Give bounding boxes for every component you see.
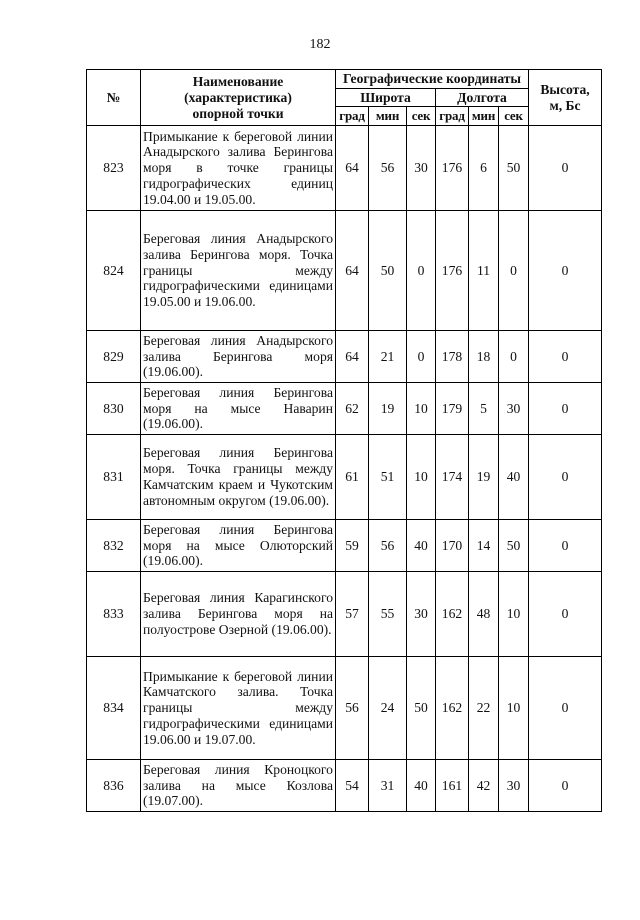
lat-min-cell: 56: [369, 126, 407, 211]
height-cell: 0: [529, 520, 602, 572]
lat-min-cell: 24: [369, 657, 407, 760]
point-description-line: линии Камчатского залива.: [143, 668, 333, 700]
point-description-line: (19.06.00).: [143, 416, 204, 432]
point-description-line: границы между: [143, 262, 333, 278]
point-description-line: Береговая линия Берингова: [143, 384, 333, 400]
point-description-line: единиц 19.04.00 и 19.05.00.: [143, 175, 333, 207]
point-description-line: Козлова (19.07.00).: [143, 777, 333, 809]
point-description-line: Камчатским краем и: [143, 477, 266, 492]
header-height-line: м, Бс: [549, 97, 581, 113]
table-row: [87, 657, 602, 760]
lon-deg-cell: 179: [436, 383, 469, 435]
point-description-line: Береговая линия Берингова: [143, 445, 333, 461]
lon-deg-cell: 176: [436, 126, 469, 211]
table-row: [87, 760, 602, 812]
lat-sec-cell: 10: [407, 383, 436, 435]
table-row: [87, 211, 602, 331]
lat-deg-cell: 54: [336, 760, 369, 812]
row-number: 832: [87, 520, 141, 572]
lat-deg-cell: 57: [336, 572, 369, 657]
lon-sec-cell: 10: [499, 657, 529, 760]
lon-sec-cell: 30: [499, 383, 529, 435]
table-header: [87, 70, 602, 126]
point-description-line: Анадырского залива: [143, 332, 333, 364]
point-description-line: (19.06.00).: [271, 621, 332, 637]
lon-min-cell: 48: [469, 572, 499, 657]
lat-deg-cell: 59: [336, 520, 369, 572]
header-height: [529, 70, 602, 126]
table-row: [87, 520, 602, 572]
header-geo-coords: Географические координаты: [336, 70, 529, 89]
row-number: 834: [87, 657, 141, 760]
lon-sec-cell: 40: [499, 435, 529, 520]
point-description-line: единицами 19.06.00 и: [143, 715, 333, 747]
header-lon-deg: град: [436, 107, 469, 126]
point-description-line: Береговая линия Берингова: [143, 521, 333, 537]
lat-deg-cell: 56: [336, 657, 369, 760]
point-description-line: моря. Точка границы между: [143, 461, 333, 477]
lon-deg-cell: 162: [436, 572, 469, 657]
height-cell: 0: [529, 657, 602, 760]
lon-deg-cell: 162: [436, 657, 469, 760]
point-description-line: Кроноцкого залива на мысе: [143, 761, 333, 793]
point-description-line: полуострове Озерной: [143, 621, 269, 637]
height-cell: 0: [529, 760, 602, 812]
point-description: [141, 435, 336, 520]
lat-deg-cell: 64: [336, 126, 369, 211]
point-description-line: Берингова моря в точке: [143, 144, 333, 176]
point-description-line: Берингова моря. Точка: [190, 246, 333, 262]
point-description-line: гидрографическими: [143, 278, 260, 294]
header-lon-sec: сек: [499, 107, 529, 126]
lat-min-cell: 19: [369, 383, 407, 435]
lat-min-cell: 56: [369, 520, 407, 572]
lon-min-cell: 5: [469, 383, 499, 435]
point-description-line: (19.06.00).: [143, 553, 204, 569]
point-description-line: Береговая линия: [143, 332, 246, 348]
lon-sec-cell: 30: [499, 760, 529, 812]
header-height-line: Высота,: [540, 81, 590, 97]
point-description-line: Берингова моря (19.06.00).: [143, 348, 333, 380]
header-lat-deg: град: [336, 107, 369, 126]
table-row: [87, 435, 602, 520]
height-cell: 0: [529, 126, 602, 211]
header-name: [141, 70, 336, 126]
lat-deg-cell: 62: [336, 383, 369, 435]
lon-deg-cell: 170: [436, 520, 469, 572]
header-name-line: опорной точки: [192, 105, 284, 121]
lat-sec-cell: 50: [407, 657, 436, 760]
point-description: [141, 657, 336, 760]
point-description: [141, 331, 336, 383]
point-description-line: линии Анадырского залива: [143, 128, 333, 160]
table-body: [87, 126, 602, 812]
point-description-line: Примыкание к береговой: [143, 128, 293, 144]
lat-sec-cell: 40: [407, 760, 436, 812]
lat-sec-cell: 0: [407, 331, 436, 383]
point-description: [141, 126, 336, 211]
point-description-line: Берингова моря на: [197, 606, 333, 622]
row-number: 831: [87, 435, 141, 520]
lat-sec-cell: 10: [407, 435, 436, 520]
lon-sec-cell: 0: [499, 211, 529, 331]
lon-sec-cell: 0: [499, 331, 529, 383]
lon-min-cell: 18: [469, 331, 499, 383]
height-cell: 0: [529, 331, 602, 383]
height-cell: 0: [529, 435, 602, 520]
point-description-line: Чукотским автономным: [143, 477, 333, 508]
lon-min-cell: 42: [469, 760, 499, 812]
point-description-line: Береговая линия: [143, 590, 245, 606]
lat-deg-cell: 64: [336, 331, 369, 383]
page-number: 182: [309, 37, 331, 52]
lon-deg-cell: 174: [436, 435, 469, 520]
lat-sec-cell: 0: [407, 211, 436, 331]
lon-min-cell: 6: [469, 126, 499, 211]
lat-min-cell: 31: [369, 760, 407, 812]
table-row: [87, 331, 602, 383]
point-description-line: 19.06.00.: [204, 294, 256, 310]
point-description-line: 19.07.00.: [204, 731, 256, 747]
lon-deg-cell: 178: [436, 331, 469, 383]
row-number: 830: [87, 383, 141, 435]
lon-min-cell: 11: [469, 211, 499, 331]
row-number: 823: [87, 126, 141, 211]
lon-deg-cell: 176: [436, 211, 469, 331]
height-cell: 0: [529, 383, 602, 435]
table-row: [87, 572, 602, 657]
header-longitude: Долгота: [436, 89, 529, 107]
height-cell: 0: [529, 572, 602, 657]
height-cell: 0: [529, 211, 602, 331]
header-lat-min: мин: [369, 107, 407, 126]
header-lon-min: мин: [469, 107, 499, 126]
lon-sec-cell: 50: [499, 520, 529, 572]
point-description-line: границы гидрографических: [143, 160, 333, 191]
row-number: 836: [87, 760, 141, 812]
lon-min-cell: 14: [469, 520, 499, 572]
point-description-line: моря на мысе Наварин: [143, 400, 333, 416]
table-row: [87, 383, 602, 435]
row-number: 829: [87, 331, 141, 383]
point-description-line: Анадырского залива: [143, 231, 333, 262]
point-description-line: гидрографическими: [143, 715, 260, 731]
lon-deg-cell: 161: [436, 760, 469, 812]
lat-min-cell: 51: [369, 435, 407, 520]
lat-min-cell: 21: [369, 331, 407, 383]
point-description-line: единицами 19.05.00 и: [143, 278, 333, 310]
point-description-line: моря на мысе Олюторский: [143, 537, 333, 553]
table-row: [87, 126, 602, 211]
lon-sec-cell: 10: [499, 572, 529, 657]
point-description-line: Береговая линия: [143, 761, 250, 777]
lat-sec-cell: 30: [407, 572, 436, 657]
lat-deg-cell: 61: [336, 435, 369, 520]
row-number: 824: [87, 211, 141, 331]
header-lat-sec: сек: [407, 107, 436, 126]
point-description: [141, 760, 336, 812]
header-name-line: (характеристика): [184, 89, 292, 105]
lat-sec-cell: 40: [407, 520, 436, 572]
header-number: №: [87, 70, 141, 126]
point-description-line: Карагинского залива: [143, 590, 333, 622]
row-number: 833: [87, 572, 141, 657]
point-description: [141, 520, 336, 572]
lon-min-cell: 22: [469, 657, 499, 760]
header-latitude: Широта: [336, 89, 436, 107]
lon-sec-cell: 50: [499, 126, 529, 211]
point-description-line: округом (19.06.00).: [218, 492, 330, 508]
point-description-line: Береговая линия: [143, 231, 246, 246]
lat-min-cell: 55: [369, 572, 407, 657]
coordinates-table: [86, 69, 602, 812]
lat-sec-cell: 30: [407, 126, 436, 211]
point-description: [141, 572, 336, 657]
point-description-line: Точка границы между: [143, 684, 333, 716]
point-description: [141, 211, 336, 331]
lat-deg-cell: 64: [336, 211, 369, 331]
header-name-line: Наименование: [192, 73, 284, 89]
lon-min-cell: 19: [469, 435, 499, 520]
point-description-line: Примыкание к береговой: [143, 668, 293, 684]
point-description: [141, 383, 336, 435]
lat-min-cell: 50: [369, 211, 407, 331]
